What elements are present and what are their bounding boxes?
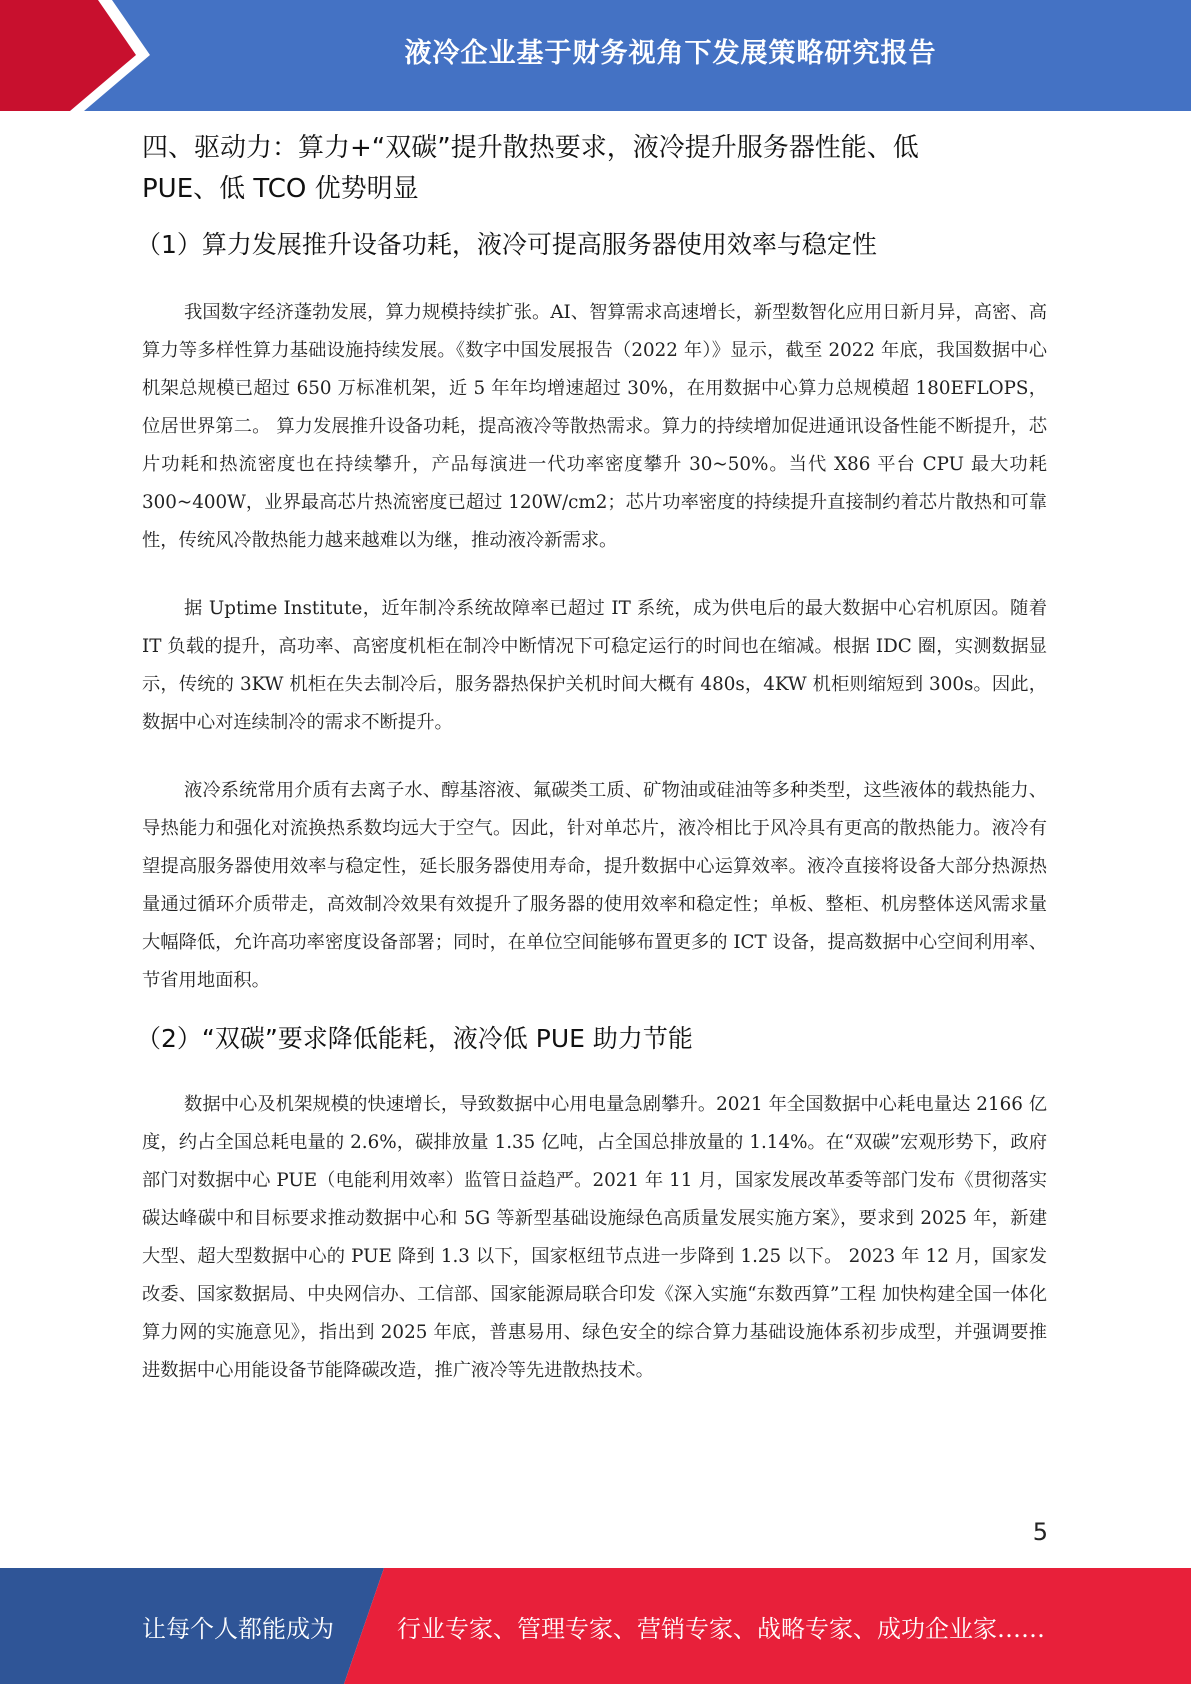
page-footer [0,1568,1191,1684]
section-title [142,128,1047,210]
paragraph: 我国数字经济蓬勃发展，算力规模持续扩张。AI、智算需求高速增长，新型数智化应用日新月异，高密、高算力等多样性算力基础设施持续发展。《数字中国发展报告（2022 年）》显示，截至 2022 年底，我国数据中心机架总规模已超过 650 万标准机架，近 5 年年均增速超过 30%，在用数据中心算力总规模超 180EFLOPS，位居世界第二。 算力发展推升设备功耗，提高液冷等散热需求。算力的持续增加促进通讯设备性能不断提升，芯片功耗和热流密度也在持续攀升，产品每演进一代功率密度攀升 30~50%。当代 X86 平台 CPU 最大功耗 300~400W，业界最高芯片热流密度已超过 120W/cm2；芯片功率密度的持续提升直接制约着芯片散热和可靠性，传统风冷散热能力越来越难以为继，推动液冷新需求。 [142,302,1047,551]
paragraph: 数据中心及机架规模的快速增长，导致数据中心用电量急剧攀升。2021 年全国数据中心耗电量达 2166 亿度，约占全国总耗电量的 2.6%，碳排放量 1.35 亿吨，占全国总排放量的 1.14%。在“双碳”宏观形势下，政府部门对数据中心 PUE（电能利用效率）监管日益趋严。2021 年 11 月，国家发展改革委等部门发布《贯彻落实碳达峰碳中和目标要求推动数据中心和 5G 等新型基础设施绿色高质量发展实施方案》，要求到 2025 年，新建大型、超大型数据中心的 PUE 降到 1.3 以下，国家枢纽节点进一步降到 1.25 以下。 2023 年 12 月，国家发改委、国家数据局、中央网信办、工信部、国家能源局联合印发《深入实施“东数西算”工程 加快构建全国一体化算力网的实施意见》，指出到 2025 年底，普惠易用、绿色安全的综合算力基础设施体系初步成型，并强调要推进数据中心用能设备节能降碳改造，推广液冷等先进散热技术。 [142,1094,1047,1381]
paragraph: 液冷系统常用介质有去离子水、醇基溶液、氟碳类工质、矿物油或硅油等多种类型，这些液体的载热能力、导热能力和强化对流换热系数均远大于空气。因此，针对单芯片，液冷相比于风冷具有更高的散热能力。液冷有望提高服务器使用效率与稳定性，延长服务器使用寿命，提升数据中心运算效率。液冷直接将设备大部分热源热量通过循环介质带走，高效制冷效果有效提升了服务器的使用效率和稳定性；单板、整柜、机房整体送风需求量大幅降低，允许高功率密度设备部署；同时，在单位空间能够布置更多的 ICT 设备，提高数据中心空间利用率、节省用地面积。 [142,780,1047,991]
subsection-2-title: （2）“双碳”要求降低能耗，液冷低 PUE 助力节能 [136,1024,693,1053]
footer-slogan-right: 行业专家、管理专家、营销专家、战略专家、成功企业家…… [397,1614,1045,1643]
paragraph: 据 Uptime Institute，近年制冷系统故障率已超过 IT 系统，成为供电后的最大数据中心宕机原因。随着 IT 负载的提升，高功率、高密度机柜在制冷中断情况下可稳定运行的时间也在缩减。根据 IDC 圈，实测数据显示，传统的 3KW 机柜在失去制冷后，服务器热保护关机时间大概有 480s，4KW 机柜则缩短到 300s。因此，数据中心对连续制冷的需求不断提升。 [142,598,1047,733]
footer-slogan-left: 让每个人都能成为 [142,1614,334,1643]
document-body [136,128,1047,1390]
header-arrow-decoration [0,0,150,111]
header-title: 液冷企业基于财务视角下发展策略研究报告 [404,37,937,69]
page-number: 5 [1032,1518,1048,1546]
page-header [0,0,1191,111]
subsection-1-title: （1）算力发展推升设备功耗，液冷可提高服务器使用效率与稳定性 [136,230,877,259]
section-title-line1: 四、驱动力：算力+“双碳”提升散热要求，液冷提升服务器性能、低 [142,133,919,163]
section-title-line2: PUE、低 TCO 优势明显 [142,174,419,204]
